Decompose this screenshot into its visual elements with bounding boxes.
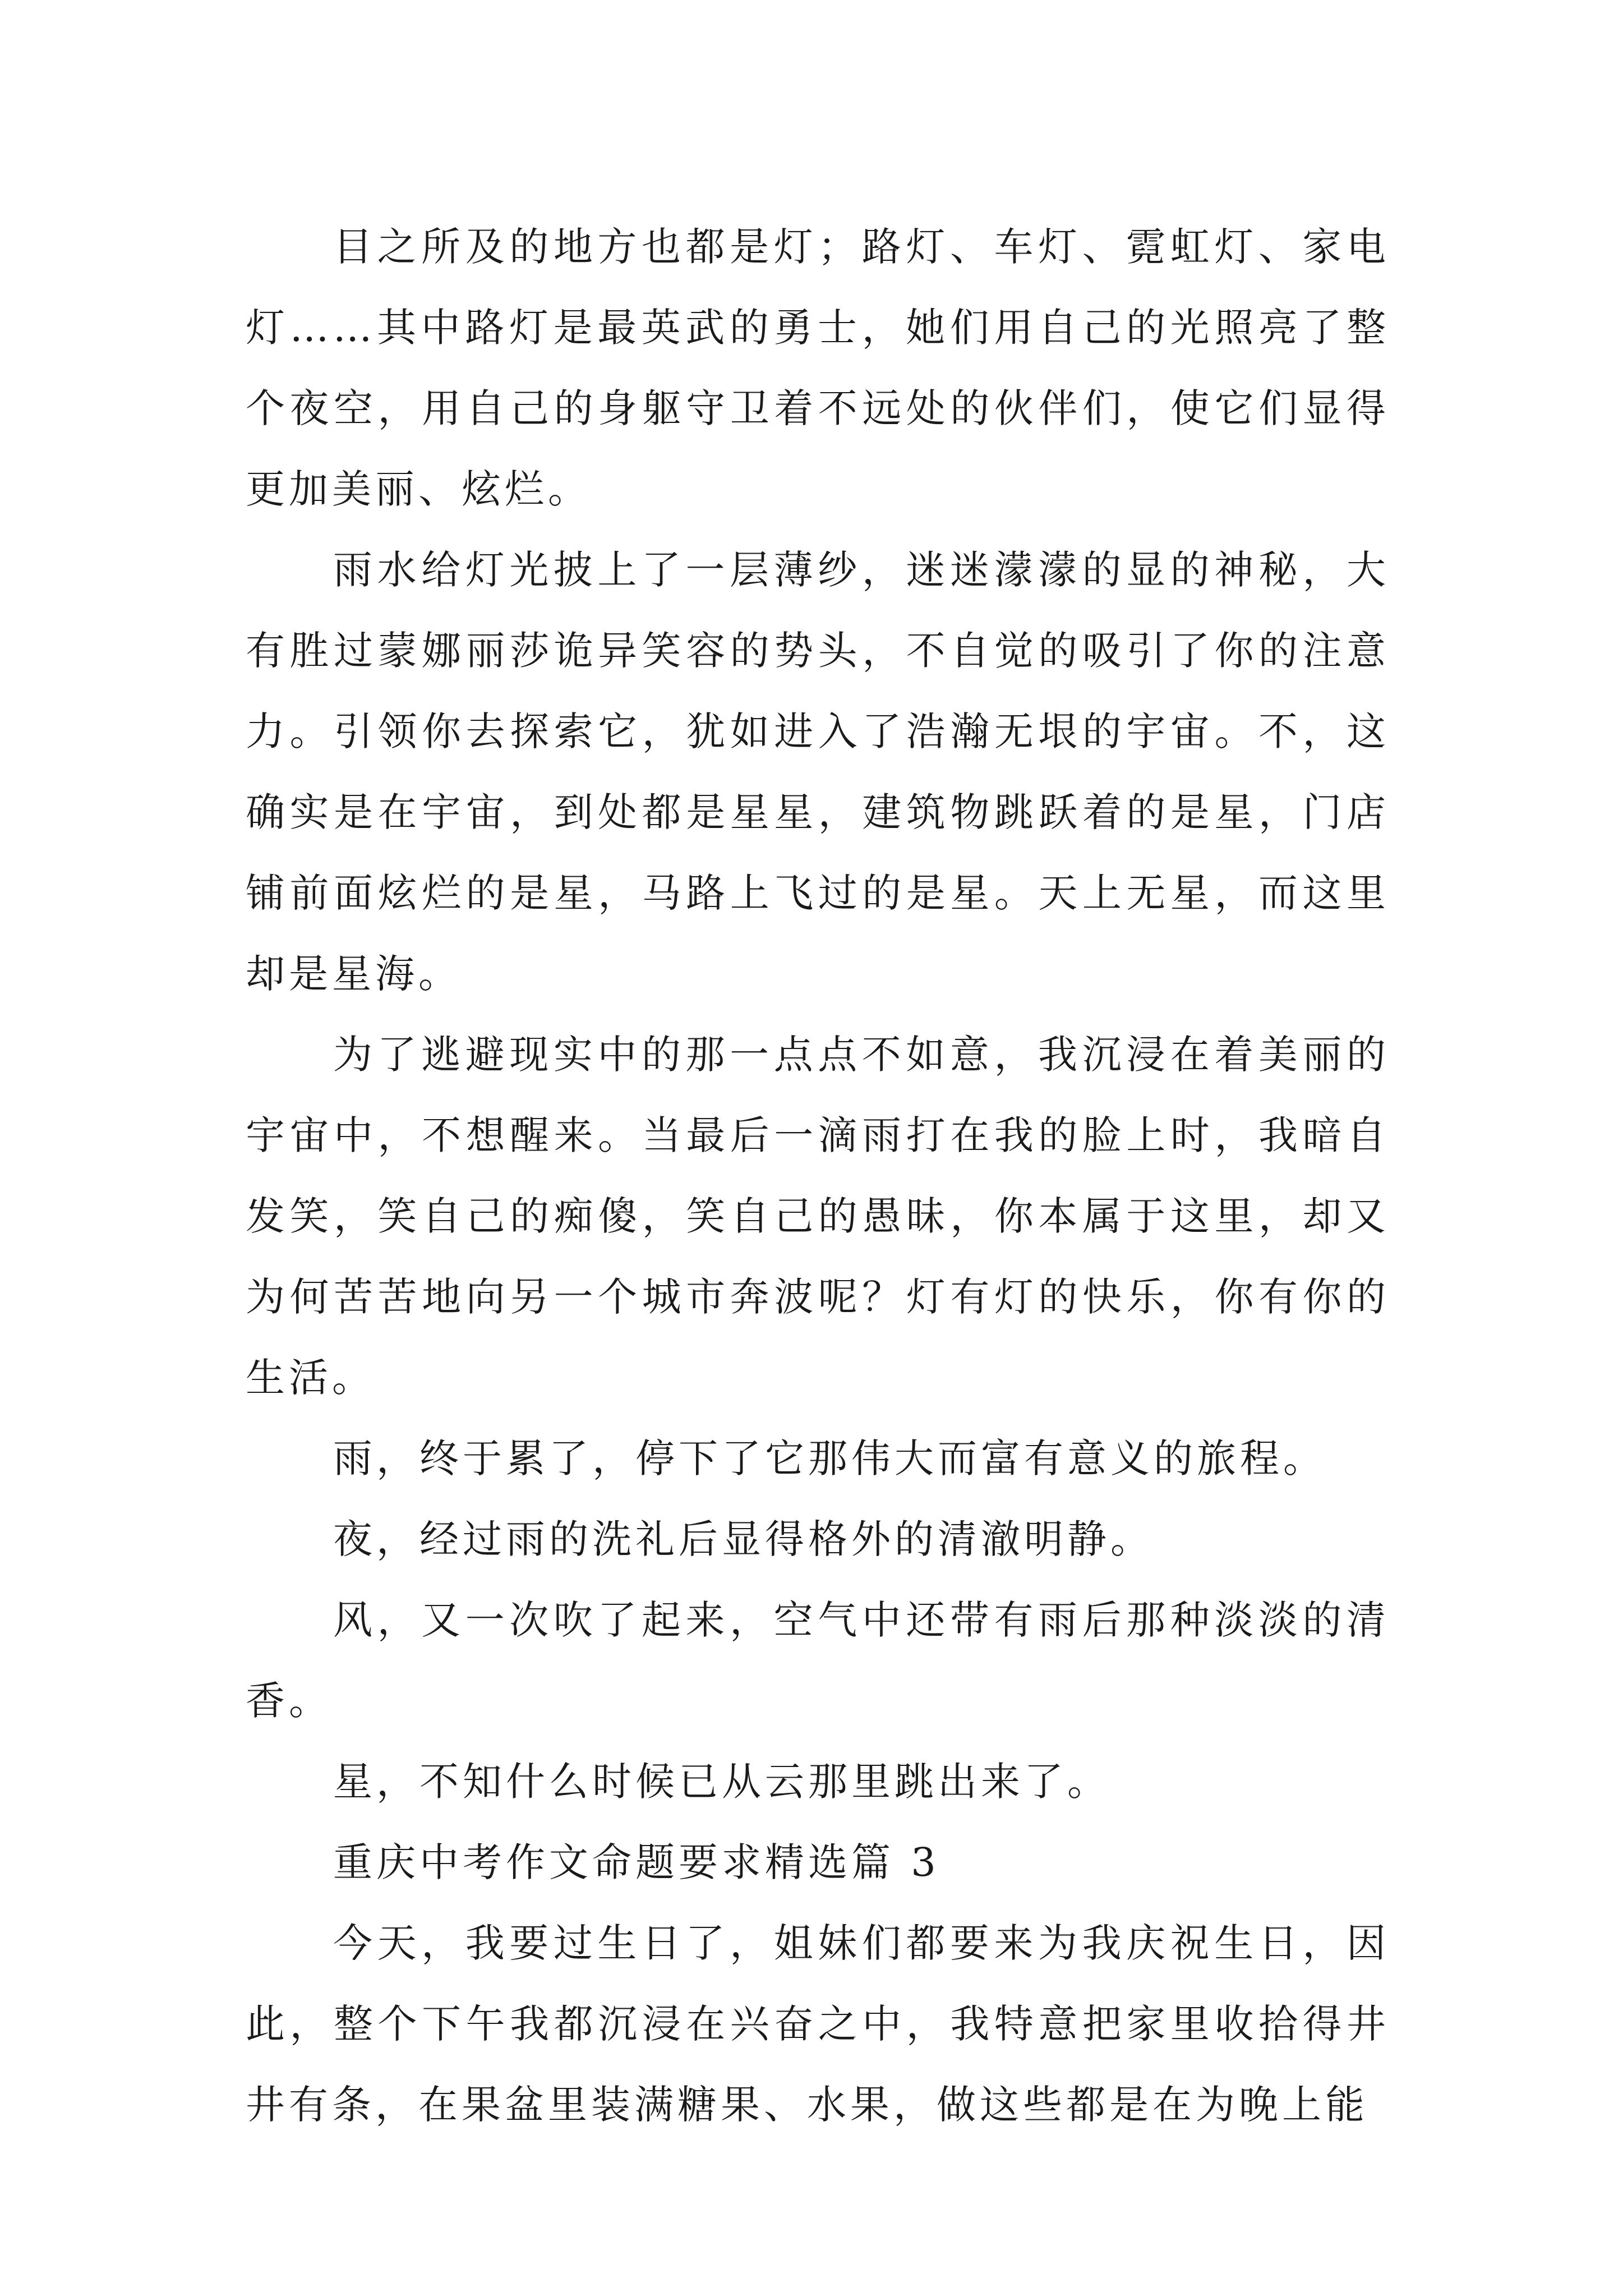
paragraph-rain-tired: 雨，终于累了，停下了它那伟大而富有意义的旅程。	[333, 1435, 1326, 1481]
paragraph-rain-veil: 雨水给灯光披上了一层薄纱，迷迷濛濛的显的神秘，大有胜过蒙娜丽莎诡异笑容的势头，不自觉的吸引了你的注意力。引领你去探索它，犹如进入了浩瀚无垠的宇宙。不，这确实是在宇宙，到处都是星星，建筑物跳跃着的是星，门店铺前面炫烂的是星，马路上飞过的是星。天上无星，而这里却是星海。	[246, 547, 1390, 997]
paragraph-stars: 星，不知什么时候已从云那里跳出来了。	[333, 1759, 1110, 1805]
paragraph-escape-reality: 为了逃避现实中的那一点点不如意，我沉浸在着美丽的宇宙中，不想醒来。当最后一滴雨打在我的脸上时，我暗自发笑，笑自己的痴傻，笑自己的愚昧，你本属于这里，却又为何苦苦地向另一个城市奔波呢？灯有灯的快乐，你有你的生活。	[246, 1032, 1390, 1401]
document-body	[246, 206, 1390, 2145]
section-heading: 重庆中考作文命题要求精选篇 3	[333, 1839, 940, 1885]
paragraph-wind: 风，又一次吹了起来，空气中还带有雨后那种淡淡的清香。	[246, 1597, 1390, 1724]
paragraph-lights: 目之所及的地方也都是灯；路灯、车灯、霓虹灯、家电灯……其中路灯是最英武的勇士，她们用自己的光照亮了整个夜空，用自己的身躯守卫着不远处的伙伴们，使它们显得更加美丽、炫烂。	[246, 224, 1390, 512]
paragraph-night: 夜，经过雨的洗礼后显得格外的清澈明静。	[333, 1516, 1154, 1562]
paragraph-birthday: 今天，我要过生日了，姐妹们都要来为我庆祝生日，因此，整个下午我都沉浸在兴奋之中，我特意把家里收拾得井井有条，在果盆里装满糖果、水果，做这些都是在为晚上能	[246, 1920, 1390, 2128]
